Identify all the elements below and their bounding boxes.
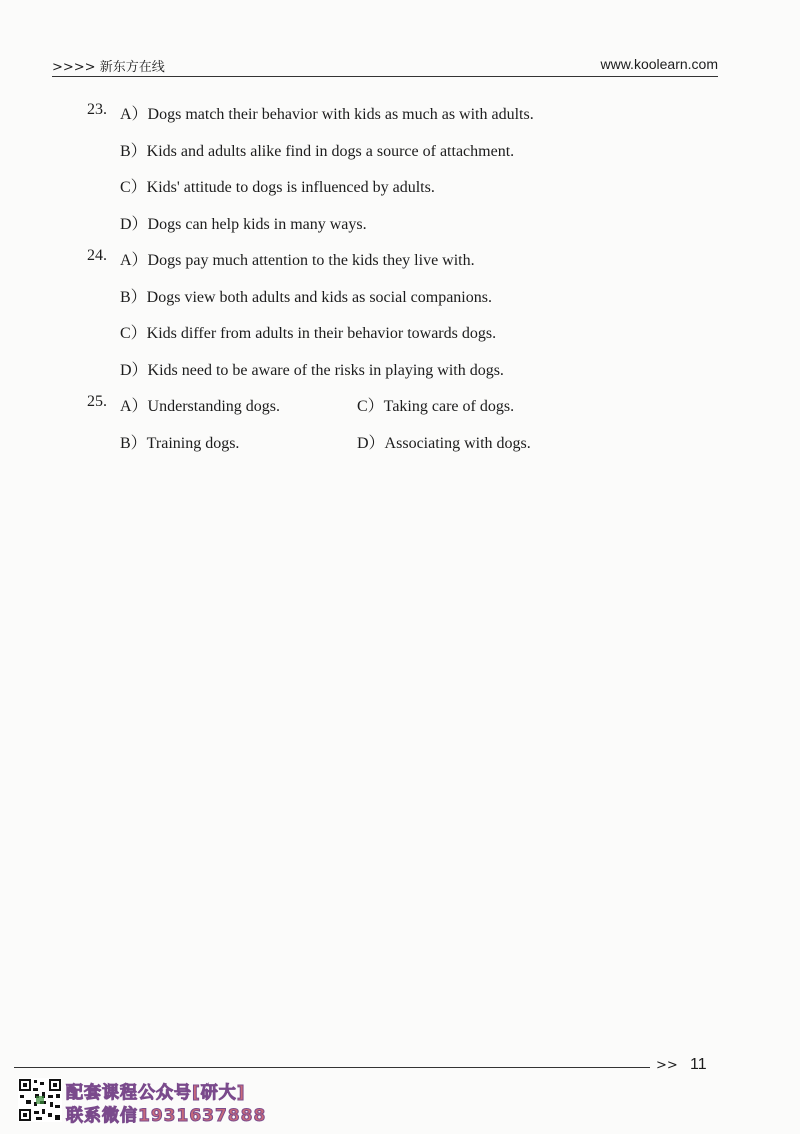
question-number: 25. <box>87 393 107 410</box>
qr-code-icon <box>18 1078 62 1122</box>
option-c: C）Kids' attitude to dogs is influenced by adults. <box>120 179 435 196</box>
footer-rule <box>14 1067 650 1068</box>
option-a: A）Dogs match their behavior with kids as much as with adults. <box>120 106 534 123</box>
option-c: C）Kids differ from adults in their behavior towards dogs. <box>120 325 497 342</box>
footer-arrows: >> <box>656 1058 678 1073</box>
header-brand: >>>> 新东方在线 <box>52 60 165 75</box>
promo-stamp-line1: 配套课程公众号[研大] <box>66 1083 246 1103</box>
header-site-url: www.koolearn.com <box>600 56 718 72</box>
option-a: A）Understanding dogs. <box>120 398 280 415</box>
option-b: B）Kids and adults alike find in dogs a source of attachment. <box>120 143 515 160</box>
page-number: 11 <box>690 1056 707 1073</box>
promo-stamp-line2: 联系微信1931637888 <box>66 1106 267 1126</box>
option-c: C）Taking care of dogs. <box>357 398 515 415</box>
option-d: D）Dogs can help kids in many ways. <box>120 216 367 233</box>
question-number: 24. <box>87 247 107 264</box>
option-b: B）Training dogs. <box>120 435 240 452</box>
question-number: 23. <box>87 101 107 118</box>
option-d: D）Associating with dogs. <box>357 435 531 452</box>
option-b: B）Dogs view both adults and kids as social companions. <box>120 289 492 306</box>
page-header <box>52 54 718 77</box>
option-a: A）Dogs pay much attention to the kids they live with. <box>120 252 475 269</box>
option-d: D）Kids need to be aware of the risks in playing with dogs. <box>120 362 504 379</box>
